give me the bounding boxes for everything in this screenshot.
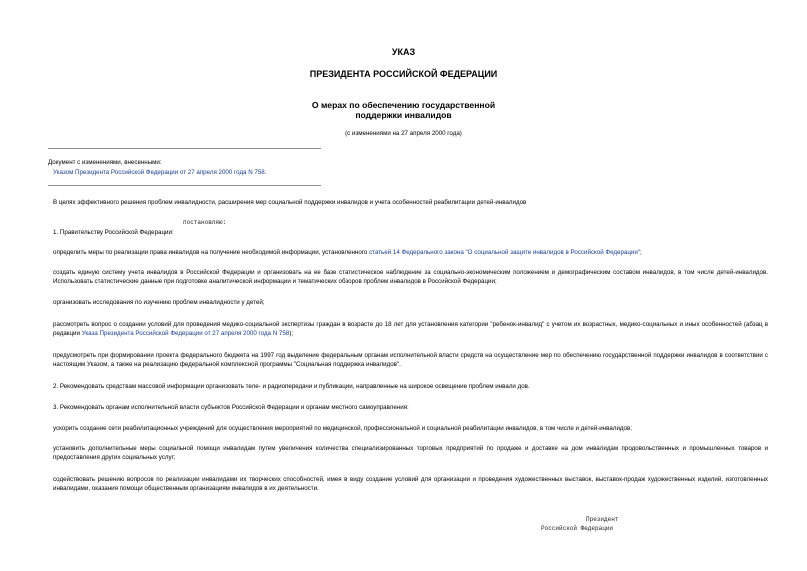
amendments-label: Документ с изменениями, внесенными: (48, 159, 162, 166)
paragraph-1b: создать единую систему учета инвалидов в Российской Федерации и организовать на ее базе статистическое наблюдение за социально-экономическим положением и демографическим составом инвалидов, в том числе детей-инвалидов. Использовать статистические данные при подготовке аналитической информации и тематических обзоров проблем инвалидов в Российской Федерации; (53, 269, 768, 285)
paragraph-1d-text: рассмотреть вопрос о создании условий для проведения медико-социальной экспертизы граждан в возрасте до 18 лет для установления категории "ребенок-инвалид" с учетом их возрастных, медико-социальных и иных особенностей (абзац в редакции (53, 321, 768, 337)
signature-title: Президент (586, 516, 619, 523)
issuer-heading: ПРЕЗИДЕНТА РОССИЙСКОЙ ФЕДЕРАЦИИ (309, 69, 498, 79)
decree-word: постановляю: (183, 219, 227, 226)
paragraph-1a (53, 249, 768, 258)
paragraph-3b: установить дополнительные меры социальной помощи инвалидам путем увеличения количества специализированных торговых предприятий по продаже и доставке на дом инвалидам продовольственных и промышленных товаров и предоставления других социальных услуг; (53, 445, 768, 461)
federal-law-link[interactable]: статьей 14 Федерального закона "О социальной защите инвалидов в Российской Федерации" (369, 249, 641, 256)
paragraph-1e: предусмотреть при формировании проекта федерального бюджета на 1997 год выделение федеральным органам исполнительной власти средств на осуществление мер по обеспечению государственной поддержки инвалидов в соответствии с настоящим Указом, а также на реализацию федеральной комплексной программы "Социальная поддержка инвалидов". (53, 352, 768, 368)
document-title-line1: О мерах по обеспечению государственной (311, 100, 496, 110)
paragraph-3a: ускорить создание сети реабилитационных учреждений для осуществления мероприятий по медицинской, профессиональной и социальной реабилитации инвалидов, в том числе и детей-инвалидов; (53, 425, 632, 432)
divider-top (48, 148, 321, 149)
intro-paragraph: В целях эффективного решения проблем инвалидности, расширения мер социальной поддержки инвалидов и учета особенностей реабилитации детей-инвалидов (53, 199, 527, 206)
paragraph-1d (53, 321, 768, 338)
amendment-decree-link[interactable]: Указом Президента Российской Федерации от 27 апреля 2000 года N 758. (53, 169, 267, 176)
paragraph-1-heading: 1. Правительству Российской Федерации: (53, 229, 174, 236)
decree-type-heading: УКАЗ (391, 47, 416, 57)
paragraph-1c: организовать исследования по изучению проблем инвалидности у детей; (53, 299, 265, 306)
paragraph-1a-text: определить меры по реализации права инвалидов на получение необходимой информации, установленного (53, 249, 370, 256)
paragraph-1d-end: ); (289, 329, 294, 337)
paragraph-1a-end: ; (640, 249, 642, 256)
paragraph-2: 2. Рекомендовать средствам массовой информации организовать теле- и радиопередачи и публикации, направленные на широкое освещение проблем инвали дов. (53, 383, 530, 390)
signature-subtitle: Российской Федерации (541, 525, 614, 532)
divider-bottom (48, 185, 321, 186)
document-title-line2: поддержки инвалидов (355, 110, 452, 120)
decree-758-link[interactable]: Указа Президента Российской Федерации от 27 апреля 2000 года N 758 (81, 329, 290, 337)
paragraph-3c: содействовать решению вопросов по реализации инвалидами их творческих способностей, имея в виду создание условий для организации и проведения художественных выставок, выставок-продаж художественных изделий, изготовленных инвалидами, оказания помощи общественным организациям инвалидов в их деятельности. (53, 476, 768, 492)
amendments-note: (с изменениями на 27 апреля 2000 года) (345, 130, 462, 137)
paragraph-3-heading: 3. Рекомендовать органам исполнительной власти субъектов Российской Федерации и органам местного самоуправления: (53, 404, 409, 411)
